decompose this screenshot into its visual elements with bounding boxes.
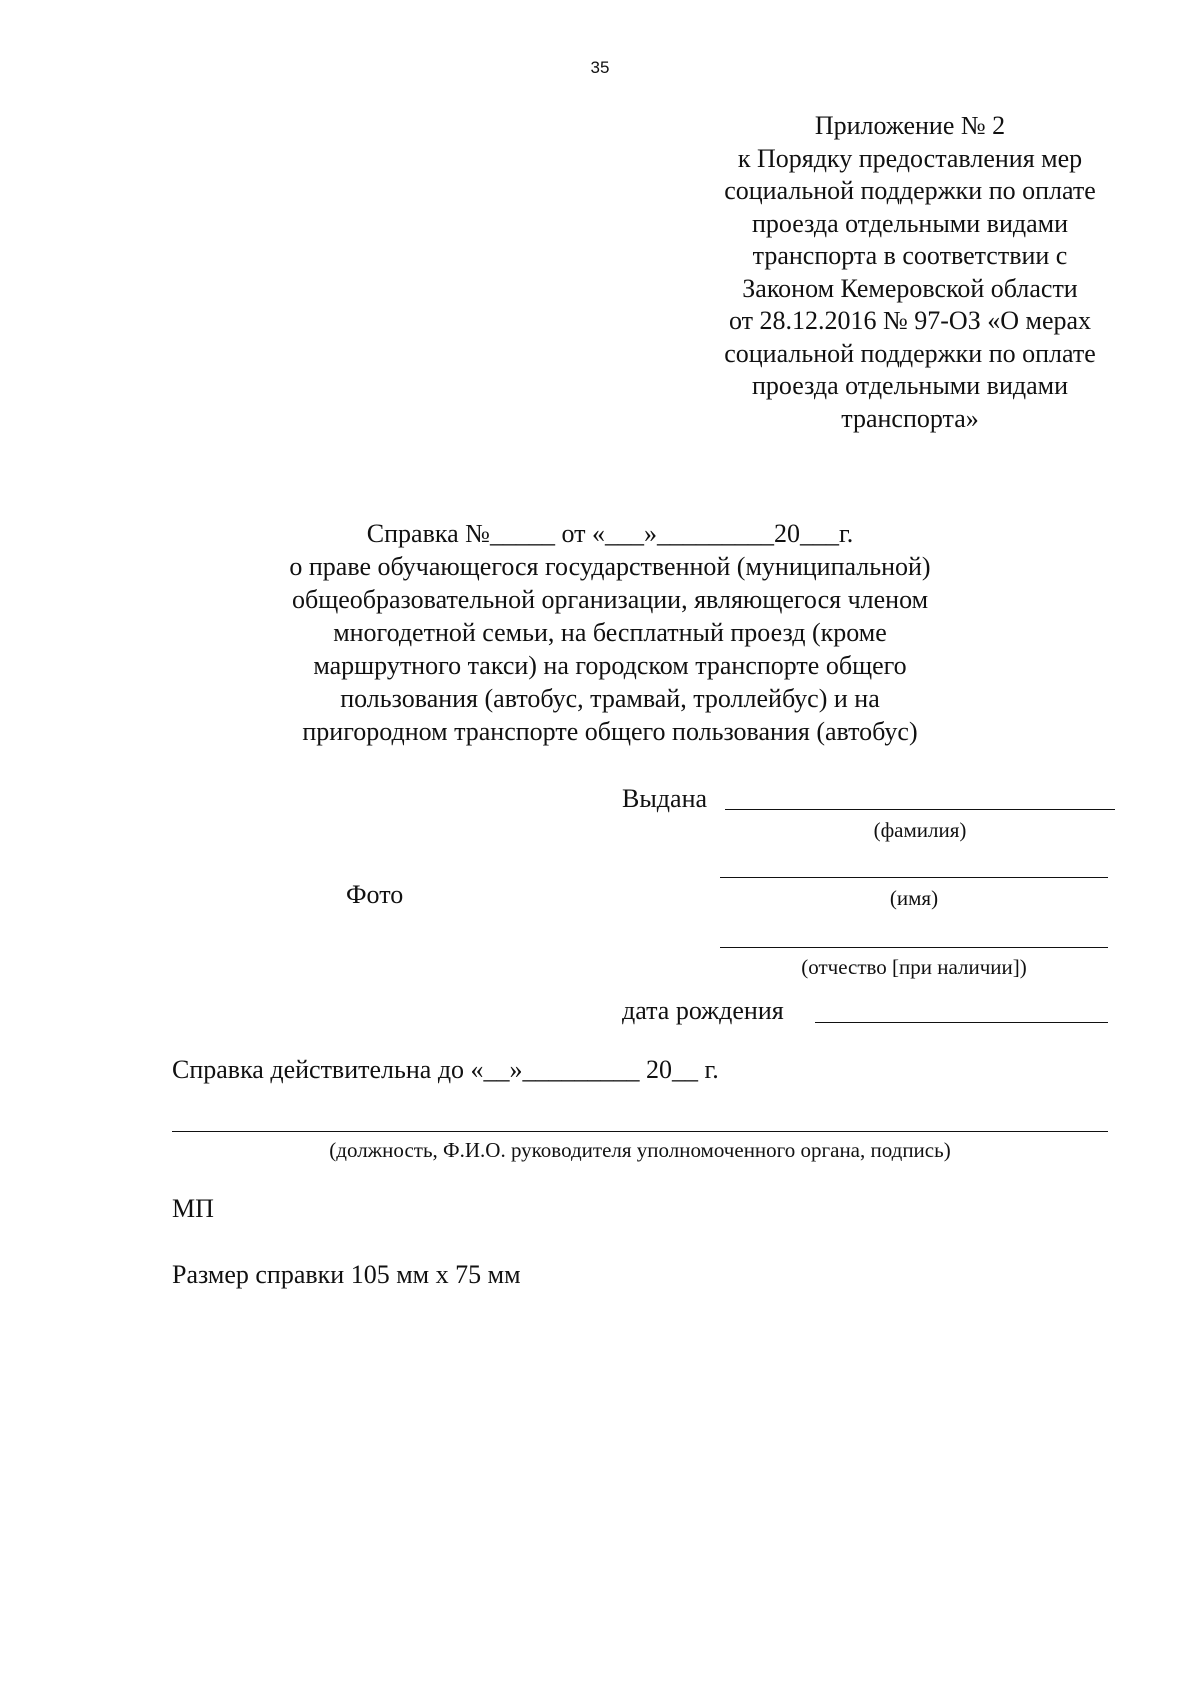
title-line: многодетной семьи, на бесплатный проезд (кроме <box>333 618 887 647</box>
appendix-line: от 28.12.2016 № 97-ОЗ «О мерах <box>728 306 1092 335</box>
appendix-line: проезда отдельными видами <box>751 208 1068 238</box>
signature-line <box>172 1131 1108 1132</box>
patronymic-caption: (отчество [при наличии]) <box>801 955 1027 979</box>
issued-label: Выдана <box>622 784 708 813</box>
surname-caption: (фамилия) <box>873 818 967 842</box>
appendix-line: социальной поддержки по оплате <box>724 338 1096 368</box>
title-line: пользования (автобус, трамвай, троллейбус) и на <box>340 684 880 713</box>
size-note: Размер справки 105 мм х 75 мм <box>172 1260 521 1289</box>
appendix-header <box>700 110 1120 435</box>
signature-caption: (должность, Ф.И.О. руководителя уполномоченного органа, подпись) <box>329 1138 951 1162</box>
title-line: пригородном транспорте общего пользования (автобус) <box>302 717 918 746</box>
appendix-line: проезда отдельными видами <box>751 371 1068 400</box>
page-number: 35 <box>590 58 610 77</box>
birth-date-line <box>815 1022 1108 1023</box>
appendix-line: социальной поддержки по оплате <box>724 176 1096 205</box>
birth-date-label: дата рождения <box>622 996 784 1025</box>
photo-label: Фото <box>346 880 404 909</box>
patronymic-line <box>720 947 1108 948</box>
appendix-line: к Порядку предоставления мер <box>737 143 1083 173</box>
certificate-title <box>210 517 1010 748</box>
title-line: о праве обучающегося государственной (муниципальной) <box>289 552 931 581</box>
valid-until-line: Справка действительна до «__»_________ 20__ г. <box>172 1055 719 1084</box>
name-line <box>720 877 1108 878</box>
title-line: Справка №_____ от «___»_________20___г. <box>366 519 854 548</box>
surname-line <box>725 809 1115 810</box>
stamp-label: МП <box>172 1194 214 1223</box>
name-caption: (имя) <box>889 886 939 910</box>
title-line: маршрутного такси) на городском транспорте общего <box>313 651 907 680</box>
appendix-line: транспорта» <box>841 403 979 433</box>
title-line: общеобразовательной организации, являющегося членом <box>291 585 929 614</box>
appendix-line: Законом Кемеровской области <box>742 273 1078 303</box>
appendix-line: Приложение № 2 <box>814 111 1006 140</box>
appendix-line: транспорта в соответствии с <box>752 241 1068 270</box>
